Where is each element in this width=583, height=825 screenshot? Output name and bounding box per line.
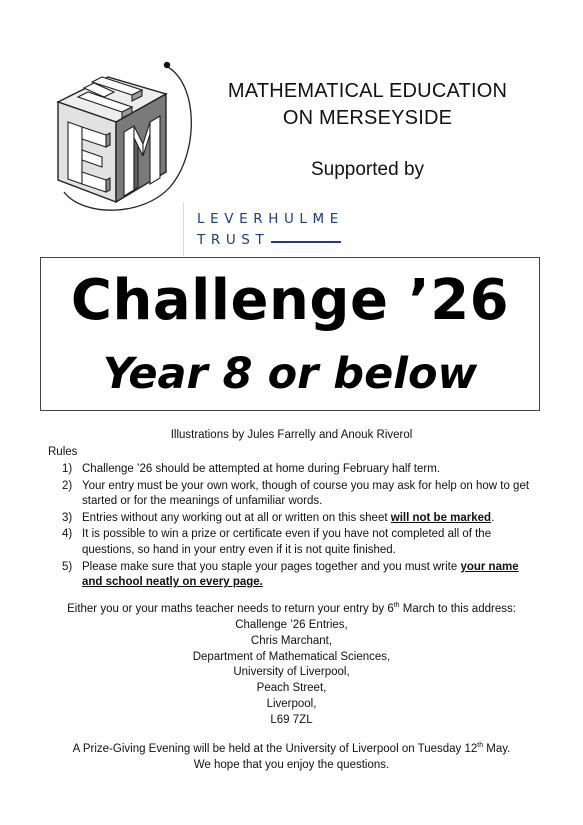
- rules-heading: Rules: [48, 446, 78, 458]
- address-line: Department of Mathematical Sciences,: [192, 650, 391, 663]
- rules-list: [62, 462, 540, 592]
- rule-text: Your entry must be your own work, though of course you may ask for help on how to get started or for the meanings of unfamiliar words.: [82, 479, 530, 508]
- rule-text: Challenge ’26 should be attempted at home during February half term.: [82, 463, 440, 475]
- rule-text: Please make sure that you staple your pages together and you must write: [82, 560, 461, 573]
- return-text-end: March to this address:: [399, 602, 516, 615]
- rule-emphasis: your name and school neatly on every page.: [82, 560, 519, 589]
- return-instructions: [0, 602, 583, 615]
- rule-number: 5): [62, 560, 73, 573]
- rule-text: It is possible to win a prize or certificate even if you have not completed all of the questions, so hand in your entry even if it is not quite finished.: [82, 528, 492, 556]
- rule-item: [62, 560, 540, 591]
- prize-giving-line: [0, 738, 583, 757]
- address-line: Challenge ’26 Entries,: [235, 619, 348, 631]
- rule-text-end: .: [491, 511, 495, 524]
- rule-emphasis: will not be marked: [390, 511, 492, 524]
- address-line: Liverpool,: [266, 697, 317, 710]
- rule-text: Entries without any working out at all or written on this sheet: [82, 511, 391, 524]
- prize-text-end: May.: [483, 742, 511, 755]
- rule-number: 2): [62, 479, 73, 492]
- rule-item: [62, 511, 540, 527]
- page-title: Challenge ’26: [70, 268, 510, 333]
- rule-number: 1): [62, 463, 73, 475]
- org-name-line1: MATHEMATICAL EDUCATION: [227, 80, 508, 102]
- address-line: Peach Street,: [256, 682, 327, 695]
- sponsor-underline: [271, 241, 341, 243]
- address-line: Chris Marchant,: [250, 634, 333, 647]
- supported-by-label: Supported by: [310, 159, 425, 180]
- rule-number: 4): [62, 528, 73, 541]
- return-date-suffix: th: [393, 602, 400, 609]
- return-text: Either you or your maths teacher needs to return your entry by 6: [67, 602, 394, 615]
- rule-item: [62, 527, 540, 558]
- rule-item: [62, 462, 540, 478]
- closing-line: We hope that you enjoy the questions.: [193, 758, 390, 771]
- address-line: L69 7ZL: [270, 713, 313, 726]
- sponsor-divider: [183, 203, 184, 256]
- rule-item: [62, 479, 540, 510]
- prize-date-suffix: th: [477, 742, 484, 749]
- org-name-line2: ON MERSEYSIDE: [282, 107, 453, 129]
- page-subtitle: Year 8 or below: [102, 349, 478, 399]
- postal-address: [0, 618, 583, 729]
- prize-text: A Prize-Giving Evening will be held at the University of Liverpool on Tuesday 12: [72, 742, 478, 755]
- address-line: University of Liverpool,: [233, 666, 350, 679]
- sponsor-name-line2: TRUST: [197, 232, 270, 248]
- mem-cube-icon: [48, 52, 198, 222]
- sponsor-name-line1: LEVERHULME: [197, 211, 344, 227]
- rule-number: 3): [62, 511, 73, 524]
- mem-logo: [48, 52, 198, 222]
- illustrations-credit: Illustrations by Jules Farrelly and Anouk Riverol: [170, 429, 413, 441]
- prize-giving-note: [0, 738, 583, 773]
